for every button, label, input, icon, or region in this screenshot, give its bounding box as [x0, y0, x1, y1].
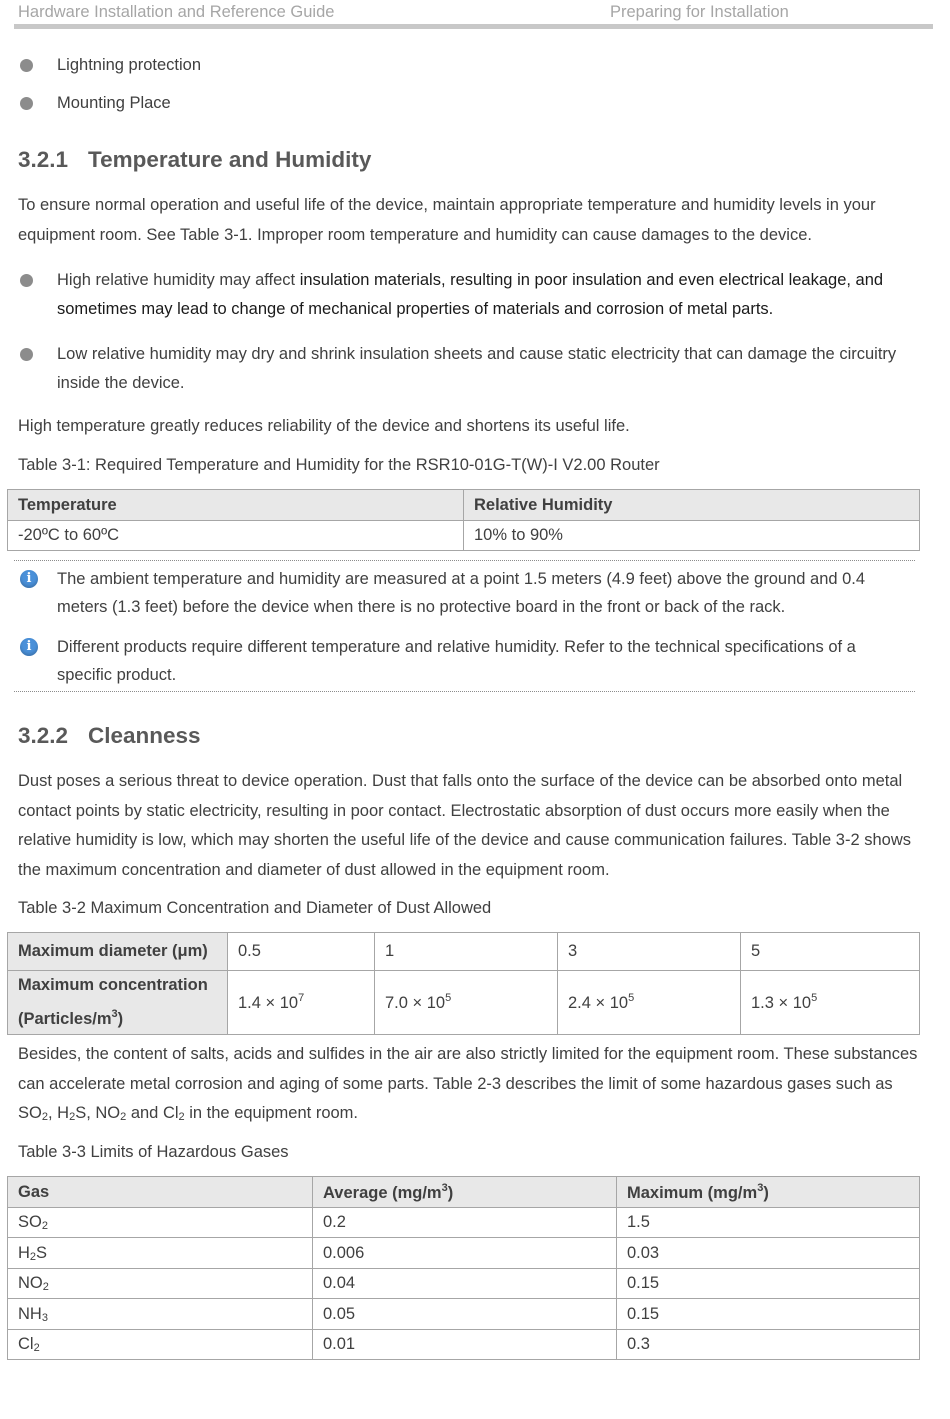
bullet-text-part: insulation materials, resulting in poor insulation and even electrical leakage, and sometimes may lead to change of mechanical properties of materials and corrosion of metal parts.	[57, 271, 884, 318]
note-divider	[14, 560, 915, 561]
header-text: Maximum (mg/m	[627, 1183, 758, 1202]
note-item	[26, 633, 907, 689]
note-item	[26, 565, 907, 621]
value-base: 7.0 × 10	[385, 994, 446, 1012]
table-row	[8, 1330, 920, 1360]
gas-cell	[8, 1299, 313, 1330]
table-cell: 10% to 90%	[464, 521, 920, 551]
value-base: 2.4 × 10	[568, 994, 629, 1012]
table-row-label	[8, 971, 228, 1035]
text-part: Besides, the content of salts, acids and sulfides in the air are also strictly limited for the equipment room. These substances can accelerate metal corrosion and aging of some parts. Table 2-3 describes the limit of some hazardous gases such as SO	[18, 1045, 918, 1122]
table-row	[8, 1269, 920, 1299]
avg-cell: 0.01	[313, 1330, 617, 1360]
table-cell: -20ºC to 60ºC	[8, 521, 464, 551]
header-text: Average (mg/m	[323, 1183, 442, 1202]
info-icon: i	[20, 638, 38, 656]
hazardous-gas-paragraph	[18, 1040, 918, 1133]
subscript: 2	[178, 1111, 185, 1123]
table-header-cell	[617, 1177, 920, 1208]
table-header-cell: Gas	[8, 1177, 313, 1208]
max-cell: 0.03	[617, 1238, 920, 1269]
header-text: )	[447, 1183, 454, 1202]
gas-subscript: 2	[33, 1342, 40, 1354]
value-exp: 5	[811, 992, 818, 1004]
table-header-cell: Relative Humidity	[464, 490, 920, 521]
table-cell: 0.5	[228, 933, 375, 971]
value-exp: 7	[298, 992, 305, 1004]
table-row-label: Maximum diameter (μm)	[8, 933, 228, 971]
temperature-paragraph: High temperature greatly reduces reliability of the device and shortens its useful life.	[18, 417, 630, 435]
header-text: )	[763, 1183, 769, 1202]
header-rule	[14, 24, 933, 29]
section-number: 3.2.2	[18, 723, 69, 748]
dust-paragraph: Dust poses a serious threat to device operation. Dust that falls onto the surface of the device can be absorbed onto metal contact points by static electricity, resulting in poor contact. Electrostatic absorption of dust occurs more easily when the relative humidity is low, which may shorten the useful life of the device and cause communication failures. Table 3-2 shows the maximum concentration and diameter of dust allowed in the equipment room.	[18, 772, 911, 879]
table-cell	[228, 971, 375, 1035]
subscript: 2	[69, 1111, 76, 1123]
gas-subscript: 2	[29, 1250, 37, 1263]
text-part: in the equipment room.	[184, 1104, 359, 1122]
text-part: and Cl	[126, 1104, 179, 1122]
page-header	[18, 0, 933, 30]
avg-cell: 0.04	[313, 1269, 617, 1299]
section-title: Cleanness	[88, 723, 201, 748]
label-part: )	[117, 1010, 124, 1028]
intro-paragraph: To ensure normal operation and useful life of the device, maintain appropriate temperature and humidity levels in your equipment room. See Table 3-1. Improper room temperature and humidity can cause damages to the device.	[18, 196, 876, 244]
section-title: Temperature and Humidity	[88, 147, 372, 172]
gas-name: H	[18, 1243, 30, 1262]
gas-cell	[8, 1269, 313, 1299]
gas-subscript: 3	[41, 1311, 48, 1324]
gas-name: SO	[18, 1213, 42, 1231]
table-cell	[558, 971, 741, 1035]
header-sup: 3	[441, 1181, 448, 1194]
bullet-item: Mounting Place	[57, 89, 917, 118]
bullet-text-part: High relative humidity may affect	[57, 271, 300, 289]
note-text: The ambient temperature and humidity are measured at a point 1.5 meters (4.9 feet) above the ground and 0.4 meters (1.3 feet) before the device when there is no protective board in the front or back of the rack.	[57, 570, 866, 616]
dust-table	[7, 932, 920, 1035]
avg-cell: 0.2	[313, 1208, 617, 1238]
header-chapter-title: Preparing for Installation	[610, 3, 789, 21]
header-guide-title: Hardware Installation and Reference Guide	[18, 3, 335, 21]
table-cell	[741, 971, 920, 1035]
note-text: Different products require different temperature and relative humidity. Refer to the technical specifications of a specific product.	[57, 638, 856, 684]
gas-subscript: 2	[42, 1281, 49, 1293]
gas-name: Cl	[18, 1335, 34, 1353]
table-cell: 5	[741, 933, 920, 971]
avg-cell: 0.05	[313, 1299, 617, 1330]
note-divider	[14, 691, 915, 692]
table-cell	[375, 971, 558, 1035]
gas-cell	[8, 1238, 313, 1269]
gas-cell	[8, 1330, 313, 1360]
max-cell: 1.5	[617, 1208, 920, 1238]
section-heading-cleanness	[18, 723, 201, 749]
bullet-high-humidity	[57, 266, 917, 324]
info-icon: i	[20, 570, 38, 588]
value-base: 1.4 × 10	[238, 994, 299, 1012]
table-cell: 1	[375, 933, 558, 971]
hazardous-gas-table	[7, 1176, 920, 1360]
gas-name-tail: S	[36, 1243, 48, 1262]
subscript: 2	[120, 1111, 127, 1123]
table-header-cell	[313, 1177, 617, 1208]
label-sup: 3	[111, 1008, 118, 1020]
table-row	[8, 1238, 920, 1269]
max-cell: 0.3	[617, 1330, 920, 1360]
gas-subscript: 2	[41, 1220, 48, 1232]
table-row	[8, 1208, 920, 1238]
value-exp: 5	[445, 992, 452, 1004]
table-cell: 3	[558, 933, 741, 971]
table-caption: Table 3-1: Required Temperature and Humidity for the RSR10-01G-T(W)-I V2.00 Router	[18, 456, 660, 474]
section-heading-temperature	[18, 147, 371, 173]
header-sup: 3	[757, 1181, 764, 1194]
table-caption: Table 3-2 Maximum Concentration and Diameter of Dust Allowed	[18, 899, 492, 917]
subscript: 2	[41, 1111, 48, 1123]
section-number: 3.2.1	[18, 147, 69, 172]
value-exp: 5	[628, 992, 635, 1004]
gas-cell	[8, 1208, 313, 1238]
label-part: Maximum concentration	[18, 976, 208, 994]
table-header-cell: Temperature	[8, 490, 464, 521]
value-base: 1.3 × 10	[751, 994, 812, 1012]
text-part: S, NO	[75, 1104, 121, 1122]
avg-cell: 0.006	[313, 1238, 617, 1269]
max-cell: 0.15	[617, 1269, 920, 1299]
table-row	[8, 1299, 920, 1330]
text-part: , H	[47, 1104, 70, 1122]
label-part: (Particles/m	[18, 1010, 112, 1028]
bullet-item: Lightning protection	[57, 51, 917, 80]
max-cell: 0.15	[617, 1299, 920, 1330]
gas-name: NH	[18, 1304, 42, 1323]
temperature-humidity-table	[7, 489, 920, 551]
table-caption: Table 3-3 Limits of Hazardous Gases	[18, 1143, 289, 1161]
bullet-low-humidity: Low relative humidity may dry and shrink insulation sheets and cause static electricity that can damage the circuitry inside the device.	[57, 340, 917, 398]
gas-name: NO	[18, 1274, 43, 1292]
